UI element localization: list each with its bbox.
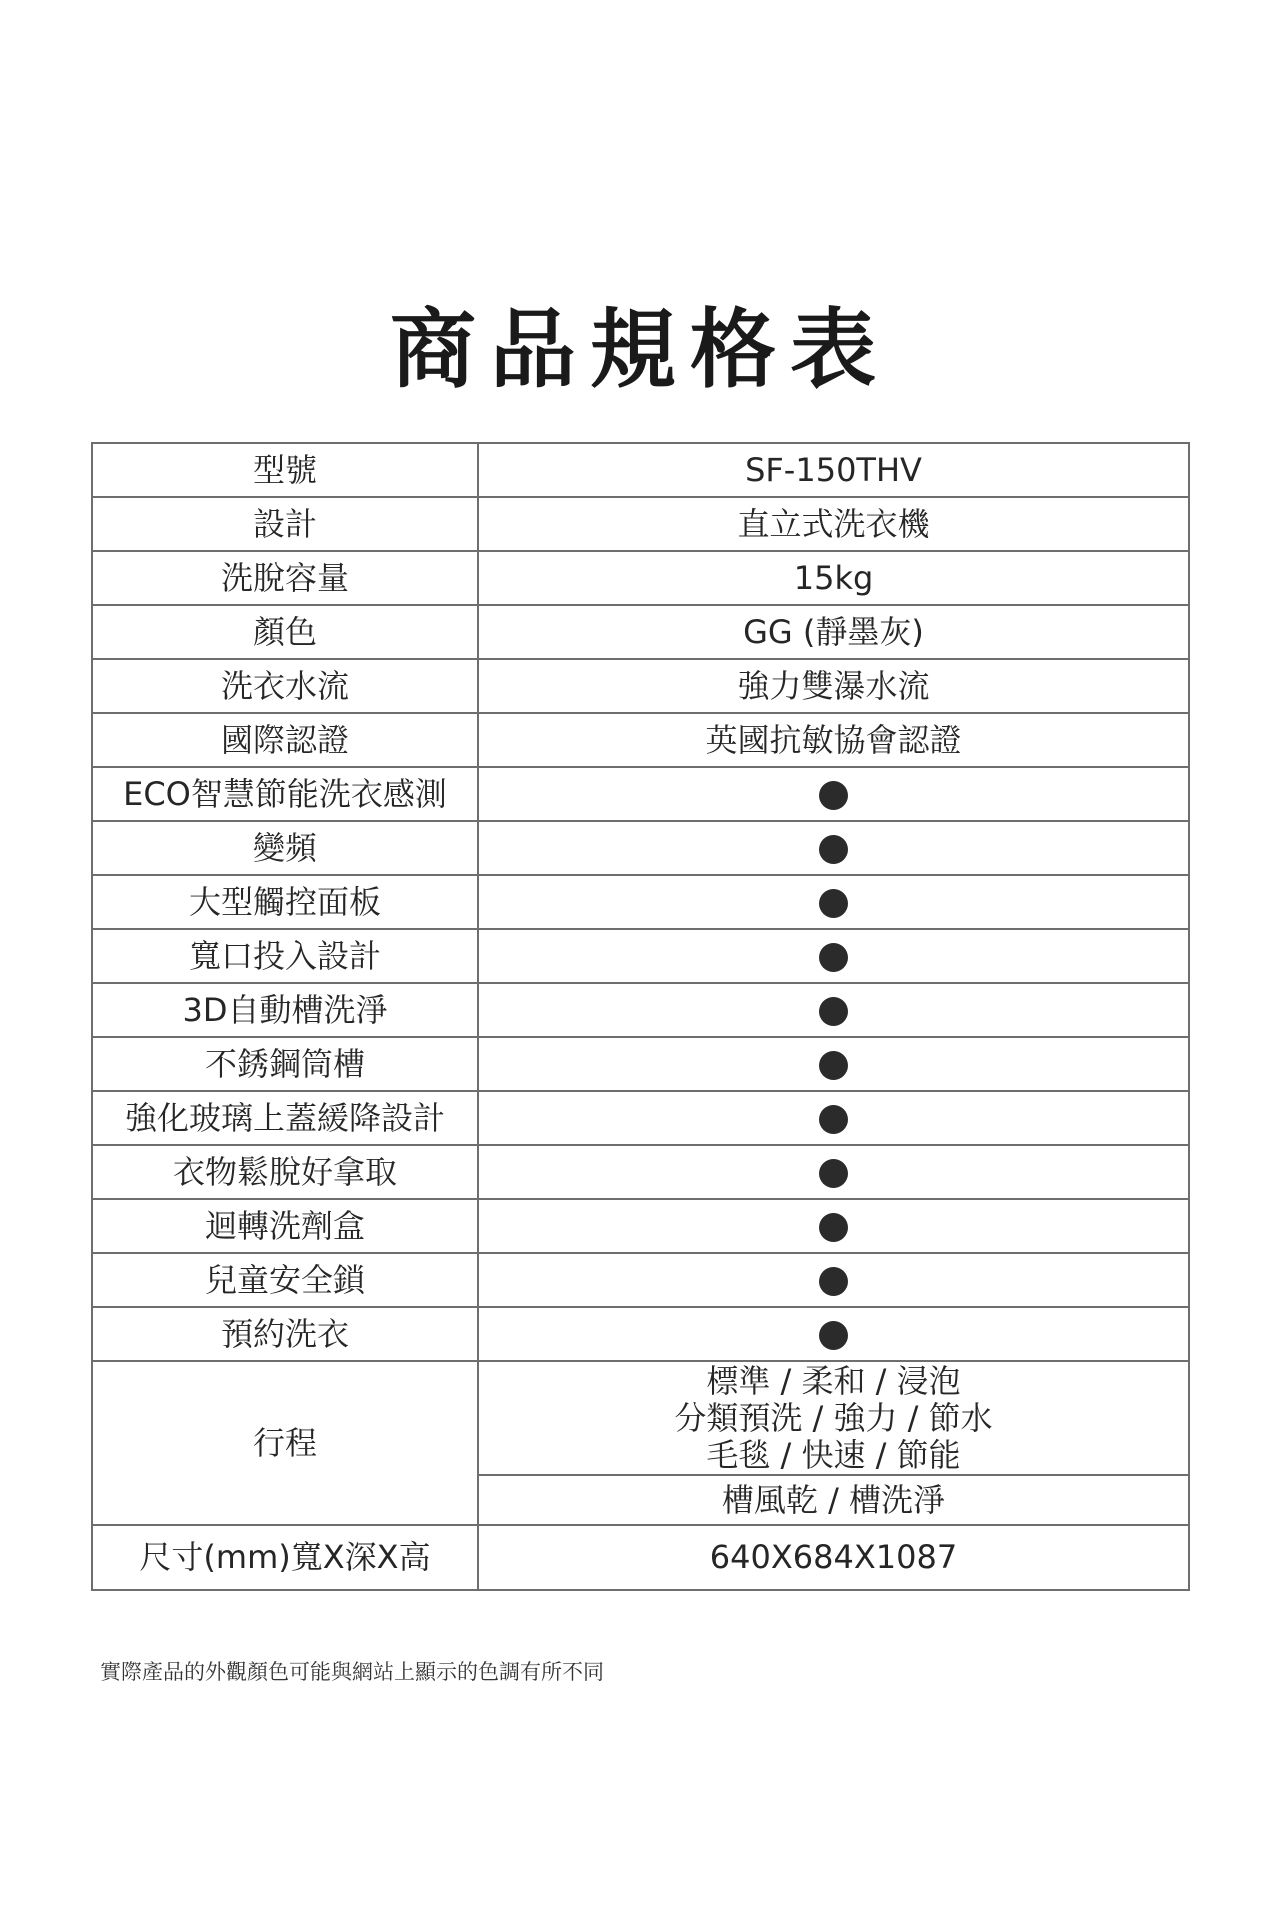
modes-list [478,1361,1189,1475]
feature-value [478,1091,1189,1145]
spec-row-certification [92,713,1189,767]
modes-line: 標準 / 柔和 / 浸泡 [706,1361,961,1400]
spec-value: 直立式洗衣機 [478,497,1189,551]
feature-value [478,821,1189,875]
spec-value: 英國抗敏協會認證 [478,713,1189,767]
feature-row-scheduled-wash [92,1307,1189,1361]
modes-row [92,1361,1189,1475]
feature-row-glass-lid [92,1091,1189,1145]
spec-row-capacity [92,551,1189,605]
feature-label: 不銹鋼筒槽 [92,1037,478,1091]
modes-line: 分類預洗 / 強力 / 節水 [674,1398,993,1437]
feature-value [478,983,1189,1037]
spec-label: 設計 [92,497,478,551]
available-dot-icon [819,943,848,972]
feature-row-loosen-clothes [92,1145,1189,1199]
spec-label: 型號 [92,443,478,497]
spec-value: SF-150THV [478,443,1189,497]
modes-line: 毛毯 / 快速 / 節能 [706,1435,961,1474]
feature-value [478,1253,1189,1307]
spec-row-design [92,497,1189,551]
feature-label: 兒童安全鎖 [92,1253,478,1307]
feature-row-eco-sensor [92,767,1189,821]
spec-table [91,442,1190,1591]
feature-row-touch-panel [92,875,1189,929]
feature-label: 變頻 [92,821,478,875]
spec-label: 洗脫容量 [92,551,478,605]
spec-row-water-flow [92,659,1189,713]
feature-label: 強化玻璃上蓋緩降設計 [92,1091,478,1145]
available-dot-icon [819,1321,848,1350]
available-dot-icon [819,1105,848,1134]
feature-label: ECO智慧節能洗衣感測 [92,767,478,821]
available-dot-icon [819,889,848,918]
modes-extra: 槽風乾 / 槽洗淨 [478,1475,1189,1525]
feature-label: 預約洗衣 [92,1307,478,1361]
page-title: 商品規格表 [390,300,890,400]
spec-row-model [92,443,1189,497]
feature-value [478,1307,1189,1361]
feature-row-child-lock [92,1253,1189,1307]
spec-value: 強力雙瀑水流 [478,659,1189,713]
available-dot-icon [819,1267,848,1296]
feature-value [478,767,1189,821]
feature-row-stainless-tub [92,1037,1189,1091]
feature-label: 大型觸控面板 [92,875,478,929]
available-dot-icon [819,835,848,864]
spec-label: 顏色 [92,605,478,659]
feature-row-3d-tub-clean [92,983,1189,1037]
feature-value [478,1199,1189,1253]
available-dot-icon [819,997,848,1026]
feature-label: 迴轉洗劑盒 [92,1199,478,1253]
feature-value [478,1145,1189,1199]
modes-label: 行程 [92,1361,478,1525]
feature-label: 寬口投入設計 [92,929,478,983]
spec-row-size [92,1525,1189,1590]
feature-row-wide-opening [92,929,1189,983]
spec-value: GG (靜墨灰) [478,605,1189,659]
feature-label: 衣物鬆脫好拿取 [92,1145,478,1199]
feature-label: 3D自動槽洗淨 [92,983,478,1037]
feature-value [478,1037,1189,1091]
available-dot-icon [819,1159,848,1188]
available-dot-icon [819,1213,848,1242]
feature-value [478,875,1189,929]
spec-row-color [92,605,1189,659]
feature-row-detergent-box [92,1199,1189,1253]
spec-label: 洗衣水流 [92,659,478,713]
available-dot-icon [819,781,848,810]
feature-value [478,929,1189,983]
size-value: 640X684X1087 [478,1525,1189,1590]
available-dot-icon [819,1051,848,1080]
color-disclaimer-footnote: 實際產品的外觀顏色可能與網站上顯示的色調有所不同 [100,1660,604,1684]
spec-value: 15kg [478,551,1189,605]
feature-row-inverter [92,821,1189,875]
size-label: 尺寸(mm)寬X深X高 [92,1525,478,1590]
spec-label: 國際認證 [92,713,478,767]
